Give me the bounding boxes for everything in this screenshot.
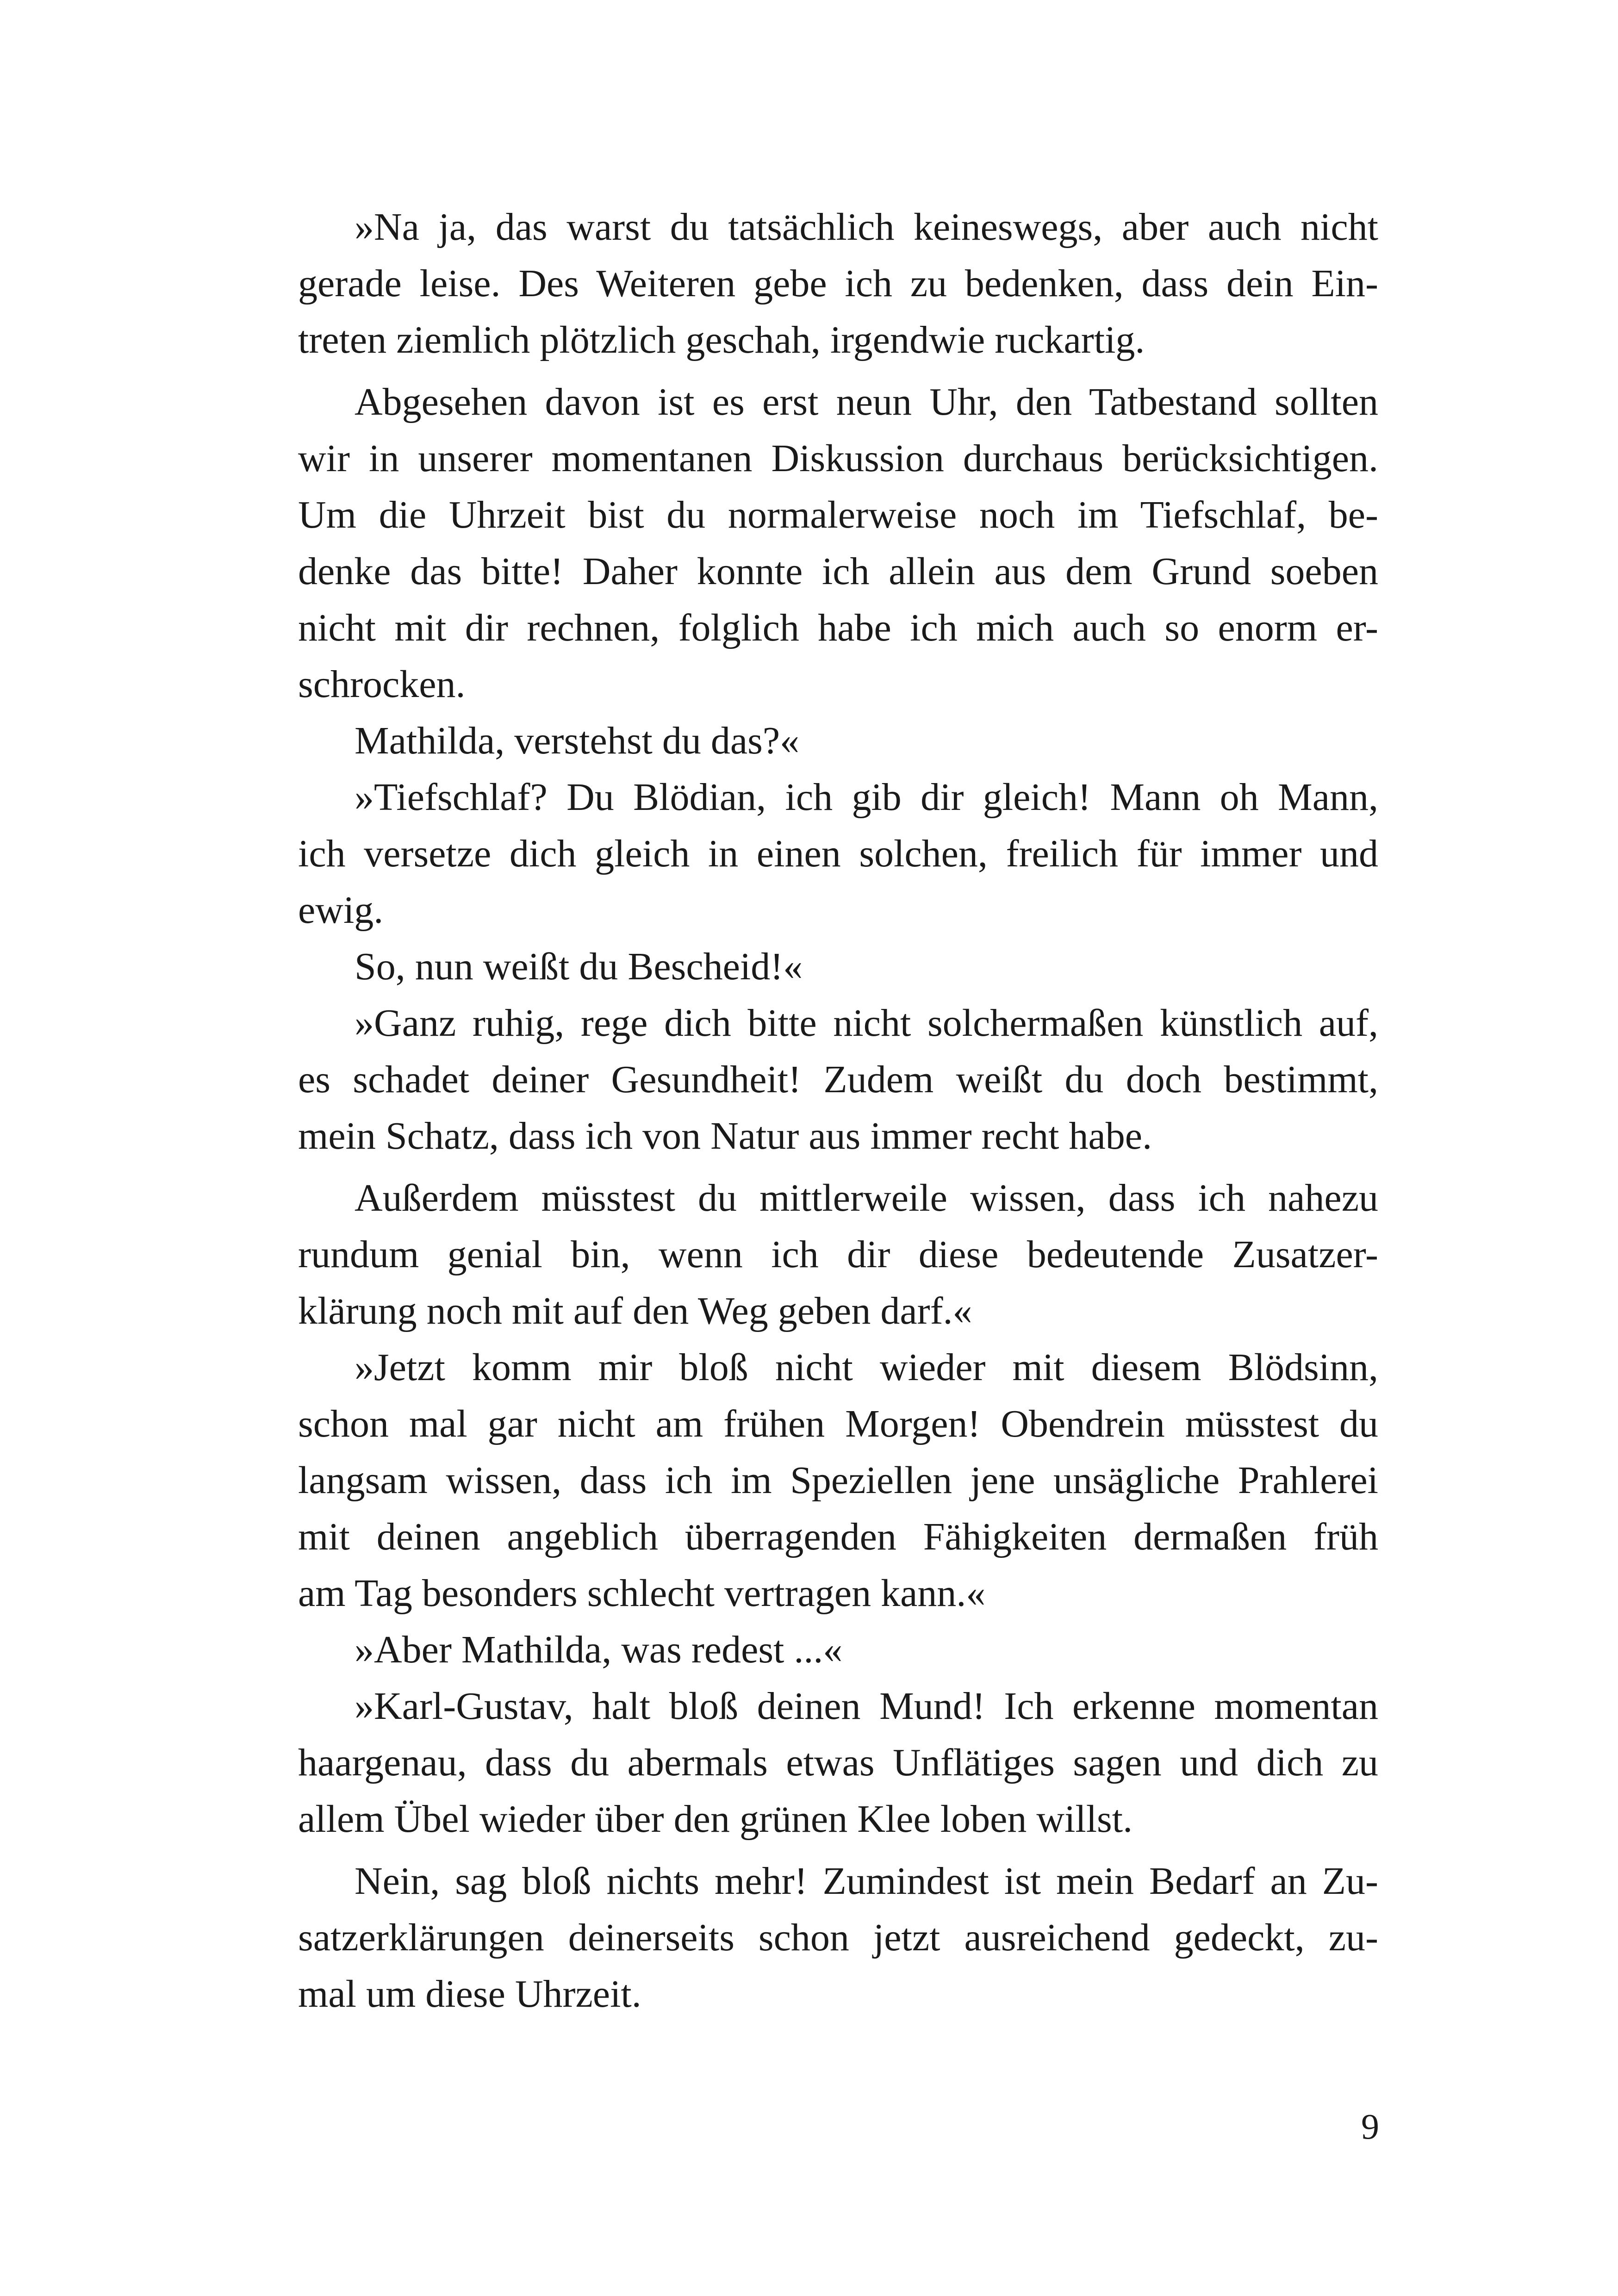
text-line: mal um diese Uhrzeit. [298,1972,641,2016]
text-line: schrocken. [298,663,466,706]
text-line: es schadet deiner Gesundheit! Zudem weißt du doch bestimmt, [298,1058,1378,1101]
text-line: »Jetzt komm mir bloß nicht wieder mit diesem Blödsinn, [355,1346,1378,1389]
paragraph [242,1339,1378,1622]
text-line: »Na ja, das warst du tatsächlich keineswegs, aber auch nicht [355,205,1378,249]
paragraph [242,995,1378,1164]
text-line: am Tag besonders schlecht vertragen kann.« [298,1572,986,1615]
book-page-body [242,199,1378,2022]
text-line: langsam wissen, dass ich im Speziellen jene unsägliche Prahlerei [298,1459,1378,1502]
paragraph [242,1170,1378,1339]
text-line: denke das bitte! Daher konnte ich allein aus dem Grund soeben [298,550,1378,593]
text-line: allem Übel wieder über den grünen Klee loben willst. [298,1798,1133,1841]
paragraph [242,939,1378,995]
text-line: mein Schatz, dass ich von Natur aus immer recht habe. [298,1114,1152,1157]
text-line: So, nun weißt du Bescheid!« [355,945,803,988]
text-line: klärung noch mit auf den Weg geben darf.« [298,1289,972,1332]
text-line: »Tiefschlaf? Du Blödian, ich gib dir gleich! Mann oh Mann, [355,776,1378,819]
text-line: ich versetze dich gleich in einen solchen, freilich für immer und [298,832,1378,875]
paragraph [242,769,1378,939]
paragraph [242,374,1378,713]
paragraph [242,1622,1378,1678]
text-line: Abgesehen davon ist es erst neun Uhr, den Tatbestand sollten [355,380,1378,423]
text-line: nicht mit dir rechnen, folglich habe ich mich auch so enorm er- [298,606,1378,649]
text-line: satzerklärungen deinerseits schon jetzt ausreichend gedeckt, zu- [298,1916,1378,1959]
paragraph [242,199,1378,368]
text-line: mit deinen angeblich überragenden Fähigkeiten dermaßen früh [298,1515,1378,1558]
text-line: »Karl-Gustav, halt bloß deinen Mund! Ich erkenne momentan [355,1685,1378,1728]
text-line: gerade leise. Des Weiteren gebe ich zu bedenken, dass dein Ein- [298,262,1378,305]
text-line: haargenau, dass du abermals etwas Unflätiges sagen und dich zu [298,1741,1378,1784]
text-line: Mathilda, verstehst du das?« [355,719,800,762]
text-line: Nein, sag bloß nichts mehr! Zumindest ist mein Bedarf an Zu- [355,1860,1378,1903]
text-line: ewig. [298,889,384,932]
text-line: treten ziemlich plötzlich geschah, irgendwie ruckartig. [298,318,1145,361]
paragraph [242,713,1378,769]
paragraph [242,1853,1378,2022]
text-line: »Aber Mathilda, was redest ...« [355,1628,843,1671]
text-line: rundum genial bin, wenn ich dir diese bedeutende Zusatzer- [298,1233,1378,1276]
paragraph [242,1678,1378,1848]
text-line: »Ganz ruhig, rege dich bitte nicht solchermaßen künstlich auf, [355,1002,1378,1045]
text-line: Um die Uhrzeit bist du normalerweise noch im Tiefschlaf, be- [298,493,1378,536]
text-line: Außerdem müsstest du mittlerweile wissen, dass ich nahezu [355,1176,1378,1220]
text-line: wir in unserer momentanen Diskussion durchaus berücksichtigen. [298,437,1378,480]
text-line: schon mal gar nicht am frühen Morgen! Obendrein müsstest du [298,1402,1378,1445]
page-number: 9 [1361,2106,1379,2147]
